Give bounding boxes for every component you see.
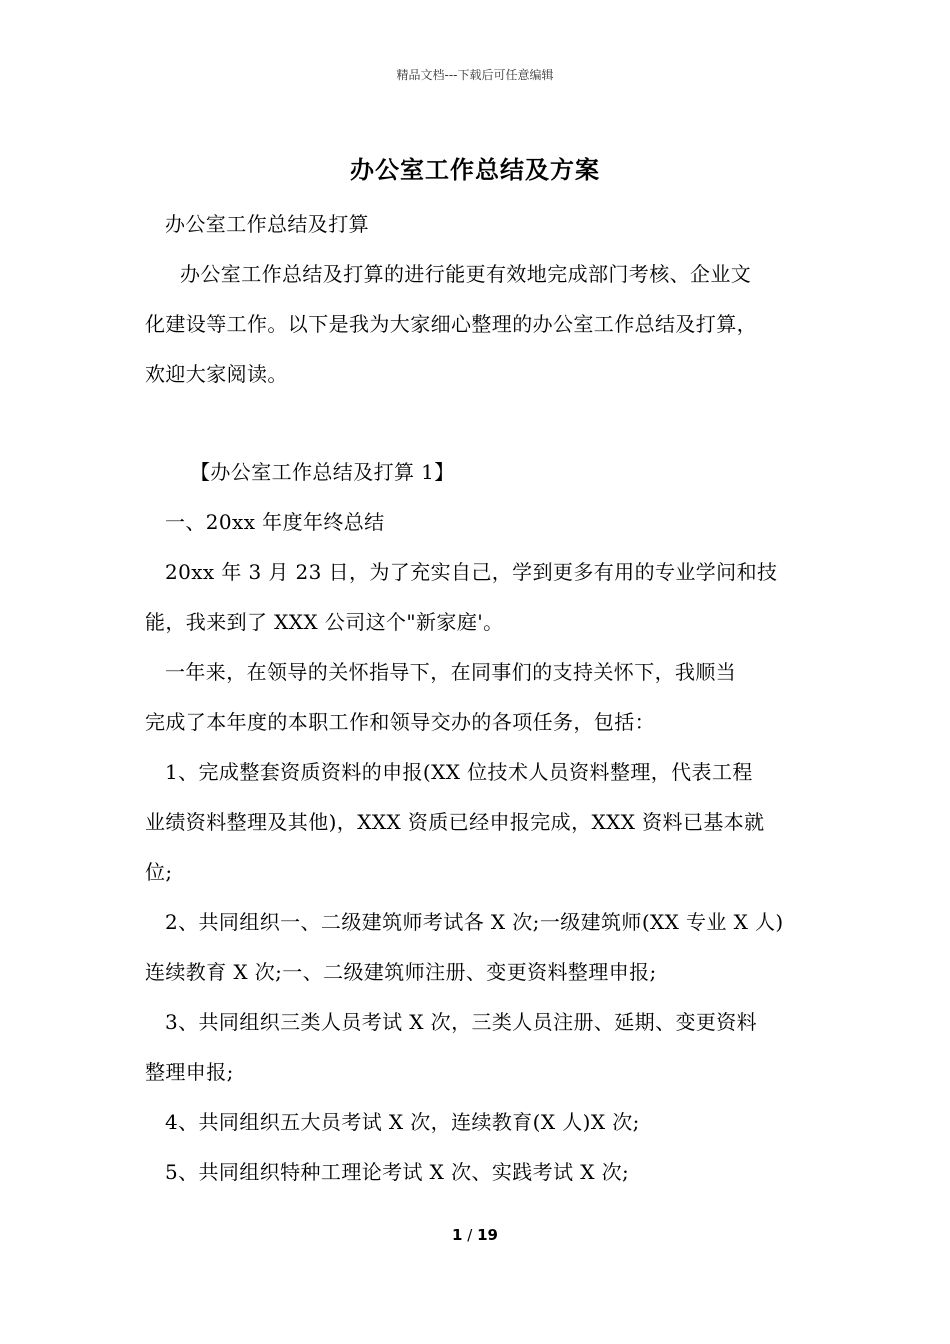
subtitle-line: 办公室工作总结及打算: [165, 212, 369, 236]
list-item-line: 3、共同组织三类人员考试 X 次，三类人员注册、延期、变更资料: [165, 1010, 758, 1034]
list-item-line: 整理申报;: [145, 1060, 234, 1084]
page-total: 19: [477, 1226, 498, 1244]
paragraph-line: 20xx 年 3 月 23 日，为了充实自己，学到更多有用的专业学问和技: [165, 560, 778, 584]
paragraph-line: 化建设等工作。以下是我为大家细心整理的办公室工作总结及打算，: [145, 312, 757, 336]
page-current: 1: [452, 1226, 463, 1244]
subsection-heading: 一、20xx 年度年终总结: [165, 510, 385, 534]
list-item-line: 4、共同组织五大员考试 X 次，连续教育(X 人)X 次;: [165, 1110, 640, 1134]
paragraph-line: 办公室工作总结及打算的进行能更有效地完成部门考核、企业文: [180, 262, 752, 286]
list-item-line: 连续教育 X 次;一、二级建筑师注册、变更资料整理申报;: [145, 960, 657, 984]
section-heading: 【办公室工作总结及打算 1】: [190, 460, 455, 484]
document-title: 办公室工作总结及方案: [350, 155, 600, 184]
list-item-line: 位;: [145, 860, 173, 884]
page-number: [0, 1226, 950, 1244]
paragraph-line: 欢迎大家阅读。: [145, 362, 288, 386]
list-item-line: 1、完成整套资质资料的申报(XX 位技术人员资料整理，代表工程: [165, 760, 753, 784]
paragraph-line: 能，我来到了 XXX 公司这个"新家庭'。: [145, 610, 504, 634]
list-item-line: 2、共同组织一、二级建筑师考试各 X 次;一级建筑师(XX 专业 X 人): [165, 910, 784, 934]
header-note: 精品文档---下载后可任意编辑: [396, 68, 554, 82]
paragraph-line: 一年来，在领导的关怀指导下，在同事们的支持关怀下，我顺当: [165, 660, 737, 684]
page-separator: /: [462, 1226, 478, 1244]
list-item-line: 业绩资料整理及其他)，XXX 资质已经申报完成，XXX 资料已基本就: [145, 810, 765, 834]
paragraph-line: 完成了本年度的本职工作和领导交办的各项任务，包括：: [145, 710, 655, 734]
list-item-line: 5、共同组织特种工理论考试 X 次、实践考试 X 次;: [165, 1160, 630, 1184]
